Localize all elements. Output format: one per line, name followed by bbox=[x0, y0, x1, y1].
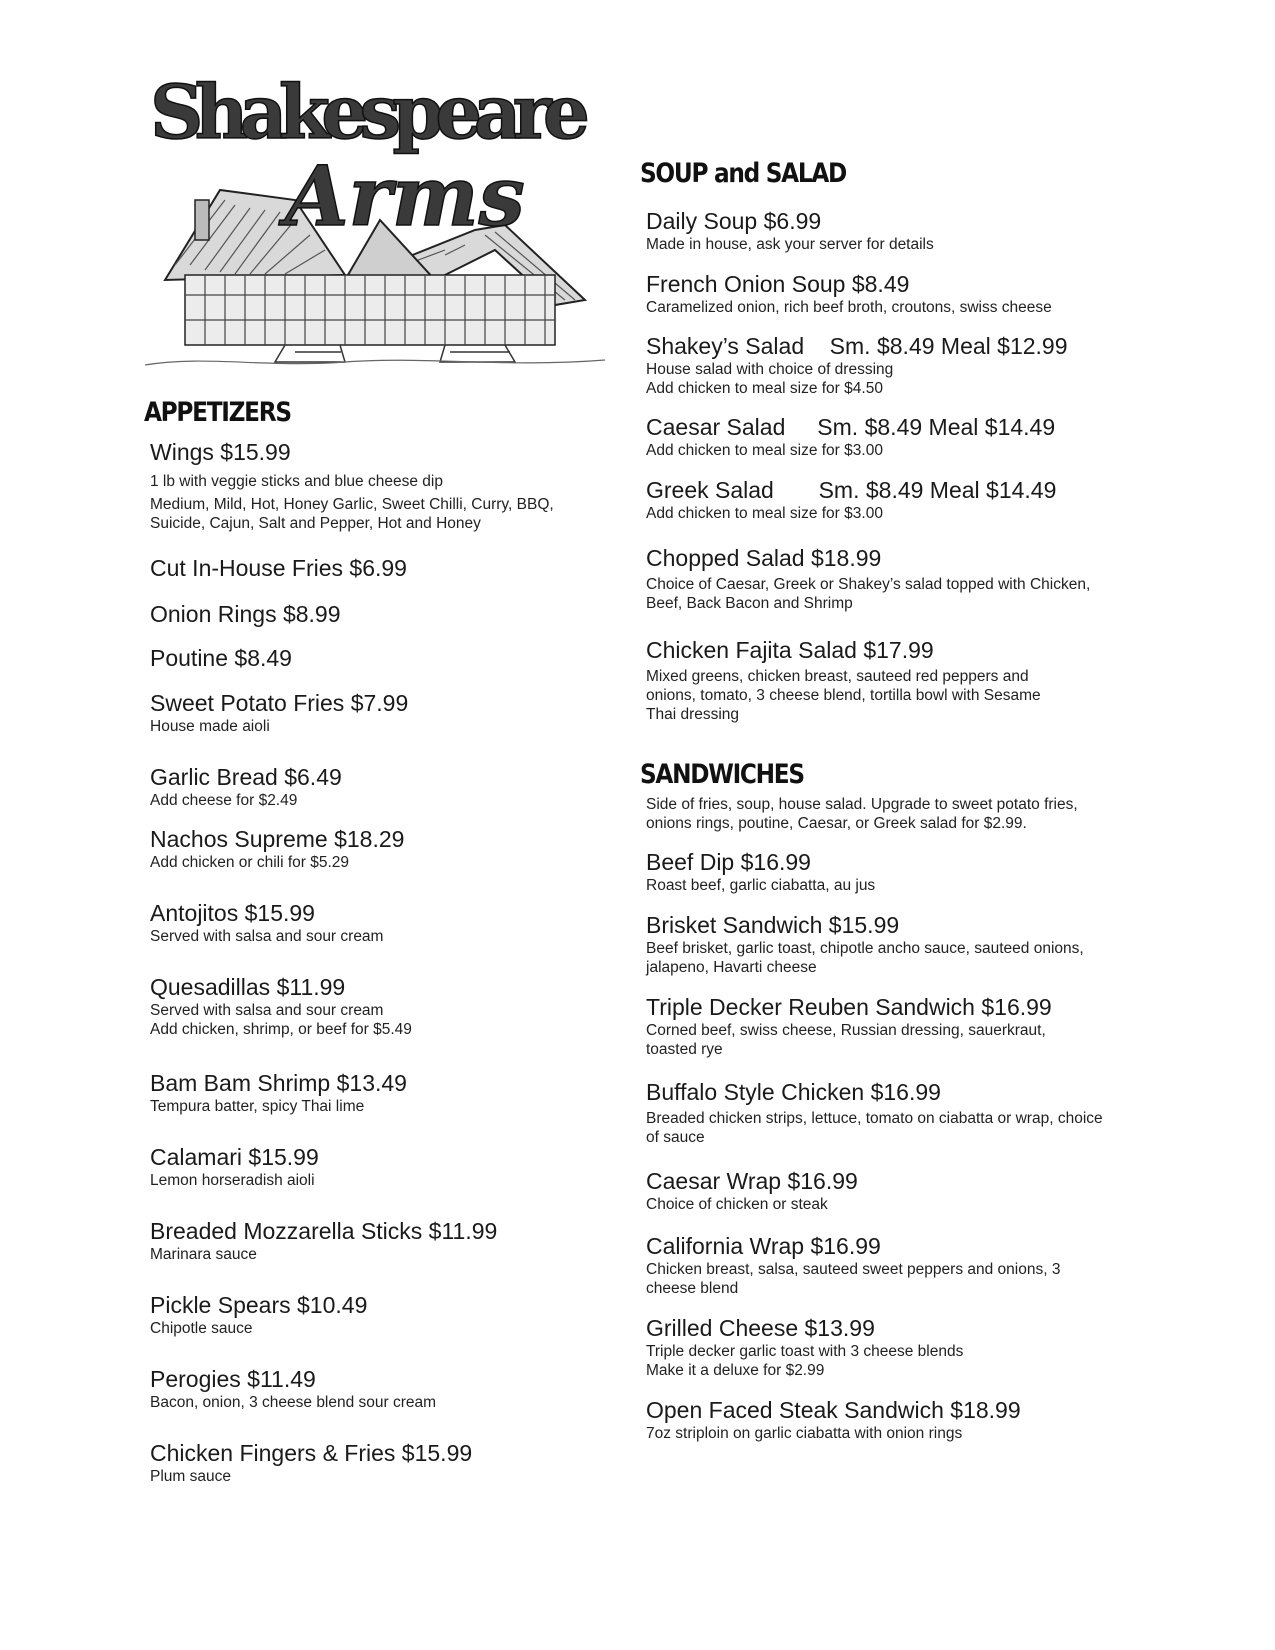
menu-item bbox=[646, 1314, 963, 1380]
item-name: Caesar Salad Sm. $8.49 Meal $14.49 bbox=[646, 414, 1056, 440]
item-desc: Add chicken to meal size for $3.00 bbox=[646, 442, 883, 459]
menu-item bbox=[646, 544, 1090, 613]
item-name: Open Faced Steak Sandwich $18.99 bbox=[646, 1397, 1021, 1423]
item-name: Brisket Sandwich $15.99 bbox=[646, 912, 900, 938]
menu-item bbox=[150, 1217, 497, 1264]
menu-item bbox=[150, 1143, 319, 1190]
menu-item bbox=[150, 763, 342, 810]
item-name: Chicken Fajita Salad $17.99 bbox=[646, 637, 934, 663]
menu-item bbox=[646, 1232, 1060, 1298]
item-desc: Marinara sauce bbox=[150, 1246, 257, 1263]
item-name: Grilled Cheese $13.99 bbox=[646, 1315, 875, 1341]
item-desc: Choice of Caesar, Greek or Shakey’s salad topped with Chicken, Beef, Back Bacon and Shrimp bbox=[646, 576, 1091, 612]
item-name: Buffalo Style Chicken $16.99 bbox=[646, 1079, 941, 1105]
item-desc: Breaded chicken strips, lettuce, tomato on ciabatta or wrap, choice of sauce bbox=[646, 1110, 1103, 1146]
item-name: Nachos Supreme $18.29 bbox=[150, 826, 405, 852]
menu-item bbox=[646, 1396, 1021, 1443]
item-desc: Add chicken to meal size for $3.00 bbox=[646, 505, 883, 522]
item-desc: House salad with choice of dressing Add chicken to meal size for $4.50 bbox=[646, 361, 894, 397]
appetizers-heading: APPETIZERS bbox=[144, 397, 291, 428]
item-name: Greek Salad Sm. $8.49 Meal $14.49 bbox=[646, 477, 1057, 503]
menu-item bbox=[646, 413, 1055, 460]
item-name: Wings $15.99 bbox=[150, 439, 291, 465]
item-name: Bam Bam Shrimp $13.49 bbox=[150, 1070, 407, 1096]
item-desc: Lemon horseradish aioli bbox=[150, 1172, 315, 1189]
item-desc: House made aioli bbox=[150, 718, 270, 735]
menu-item bbox=[150, 1069, 407, 1116]
menu-item bbox=[646, 270, 1052, 317]
item-desc: Tempura batter, spicy Thai lime bbox=[150, 1098, 365, 1115]
item-name: Triple Decker Reuben Sandwich $16.99 bbox=[646, 994, 1052, 1020]
item-name: Calamari $15.99 bbox=[150, 1144, 319, 1170]
item-name: Pickle Spears $10.49 bbox=[150, 1292, 368, 1318]
sandwiches-intro: Side of fries, soup, house salad. Upgrade to sweet potato fries, onions rings, poutine, Caesar, or Greek salad for $2.99. bbox=[646, 796, 1078, 832]
item-name: California Wrap $16.99 bbox=[646, 1233, 881, 1259]
item-desc: Roast beef, garlic ciabatta, au jus bbox=[646, 877, 876, 894]
menu-item bbox=[646, 848, 875, 895]
item-desc: 7oz striploin on garlic ciabatta with onion rings bbox=[646, 1425, 963, 1442]
item-desc: Corned beef, swiss cheese, Russian dressing, sauerkraut, toasted rye bbox=[646, 1022, 1046, 1058]
item-name: Cut In-House Fries $6.99 bbox=[150, 555, 407, 581]
shakespeare-arms-logo bbox=[145, 50, 615, 370]
logo-line1: Shakespeare bbox=[150, 70, 590, 156]
item-name: Onion Rings $8.99 bbox=[150, 601, 341, 627]
menu-item bbox=[646, 207, 934, 254]
item-desc: Mixed greens, chicken breast, sauteed red peppers and onions, tomato, 3 cheese blend, tortilla bowl with Sesame Thai dressing bbox=[646, 668, 1041, 723]
logo-line2: Arms bbox=[285, 149, 525, 245]
item-name: Daily Soup $6.99 bbox=[646, 208, 822, 234]
item-name: Perogies $11.49 bbox=[150, 1366, 316, 1392]
item-name: Quesadillas $11.99 bbox=[150, 974, 346, 1000]
soup-salad-heading: SOUP and SALAD bbox=[640, 158, 847, 189]
menu-item bbox=[150, 1365, 436, 1412]
menu-item bbox=[646, 332, 1068, 398]
item-desc: Bacon, onion, 3 cheese blend sour cream bbox=[150, 1394, 437, 1411]
menu-item bbox=[150, 554, 407, 582]
item-desc: Add cheese for $2.49 bbox=[150, 792, 298, 809]
item-name: French Onion Soup $8.49 bbox=[646, 271, 910, 297]
item-desc: Beef brisket, garlic toast, chipotle ancho sauce, sauteed onions, jalapeno, Havarti cheese bbox=[646, 940, 1084, 976]
item-desc: Caramelized onion, rich beef broth, croutons, swiss cheese bbox=[646, 299, 1052, 316]
item-name: Caesar Wrap $16.99 bbox=[646, 1168, 858, 1194]
item-desc: Medium, Mild, Hot, Honey Garlic, Sweet Chilli, Curry, BBQ, Suicide, Cajun, Salt and Pepper, Hot and Honey bbox=[150, 496, 554, 532]
item-desc: Chipotle sauce bbox=[150, 1320, 253, 1337]
menu-item bbox=[150, 973, 412, 1039]
menu-item bbox=[646, 1078, 1103, 1147]
item-name: Sweet Potato Fries $7.99 bbox=[150, 690, 409, 716]
menu-item bbox=[646, 476, 1056, 523]
menu-item bbox=[150, 689, 408, 736]
menu-item bbox=[646, 636, 1041, 724]
item-name: Chicken Fingers & Fries $15.99 bbox=[150, 1440, 473, 1466]
item-desc: Served with salsa and sour cream Add chicken, shrimp, or beef for $5.49 bbox=[150, 1002, 412, 1038]
menu-item bbox=[646, 993, 1052, 1059]
sandwiches-heading: SANDWICHES bbox=[640, 759, 804, 790]
menu-item bbox=[646, 911, 1084, 977]
menu-item bbox=[150, 1291, 367, 1338]
item-desc: Served with salsa and sour cream bbox=[150, 928, 384, 945]
item-name: Breaded Mozzarella Sticks $11.99 bbox=[150, 1218, 498, 1244]
menu-item bbox=[150, 644, 292, 672]
item-name: Poutine $8.49 bbox=[150, 645, 292, 671]
menu-item bbox=[150, 825, 404, 872]
item-desc: Plum sauce bbox=[150, 1468, 231, 1485]
menu-item bbox=[150, 1439, 472, 1486]
item-desc: Choice of chicken or steak bbox=[646, 1196, 828, 1213]
menu-item bbox=[150, 899, 383, 946]
item-desc: Made in house, ask your server for details bbox=[646, 236, 934, 253]
item-desc: 1 lb with veggie sticks and blue cheese dip bbox=[150, 473, 443, 490]
item-name: Beef Dip $16.99 bbox=[646, 849, 811, 875]
menu-item bbox=[150, 600, 341, 628]
item-name: Chopped Salad $18.99 bbox=[646, 545, 882, 571]
item-name: Garlic Bread $6.49 bbox=[150, 764, 342, 790]
item-desc: Add chicken or chili for $5.29 bbox=[150, 854, 350, 871]
item-desc: Chicken breast, salsa, sauteed sweet peppers and onions, 3 cheese blend bbox=[646, 1261, 1061, 1297]
item-name: Antojitos $15.99 bbox=[150, 900, 315, 926]
item-name: Shakey’s Salad Sm. $8.49 Meal $12.99 bbox=[646, 333, 1068, 359]
menu-item bbox=[646, 1167, 858, 1214]
menu-item bbox=[150, 438, 554, 533]
item-desc: Triple decker garlic toast with 3 cheese blends Make it a deluxe for $2.99 bbox=[646, 1343, 964, 1379]
